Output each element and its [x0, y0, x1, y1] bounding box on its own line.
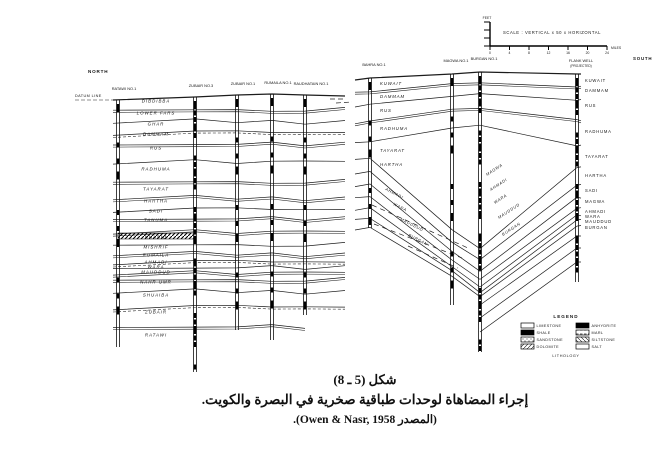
well-name-flank-well: FLANK WELL — [568, 58, 594, 63]
well-name-rumaila-no-1: RUMAILA NO.1 — [264, 80, 292, 85]
legend-item-sandstone — [521, 337, 563, 342]
crest-label-magwa: MAGWA — [484, 162, 504, 177]
legend-item-dolomite — [521, 344, 559, 349]
kuwait-top-surface — [355, 72, 581, 80]
kuwait-fan-boundary-2 — [355, 184, 581, 271]
figure-number: شكل (5 ـ 8) — [333, 372, 397, 387]
crest-label-ahmadi: AHMADI — [488, 176, 509, 192]
legend-label-sandstone: SANDSTONE — [536, 338, 563, 342]
basra-section — [75, 69, 352, 372]
figure-caption — [140, 372, 590, 426]
well-flank-well — [576, 74, 579, 282]
kuwait-formation-label-rus: RUS — [380, 108, 392, 113]
dip-label-mauddud: MAUDDUD — [399, 216, 425, 233]
scale-tick-16: 16 — [566, 51, 570, 55]
kuwait-fan-boundary-6 — [355, 226, 581, 297]
scale-title: SCALE : VERTICAL x 50 x HORIZONTAL — [502, 30, 602, 35]
well-name-magwa-no-1: MAGWA NO.1 — [443, 58, 469, 63]
well-burgan-no-1 — [479, 72, 482, 352]
legend-title: LEGEND — [553, 314, 579, 319]
crest-label-wara: WARA — [492, 192, 508, 205]
legend-label-marl: MARL — [591, 331, 604, 335]
well-zubair-no-3 — [194, 97, 197, 372]
south-label: SOUTH — [633, 56, 653, 61]
well-magwa-no-1 — [451, 74, 454, 305]
legend-swatch-salt — [576, 344, 589, 349]
legend-label-salt: SALT — [591, 345, 603, 349]
well-name-ratawi-no-1: RATAWI NO.1 — [111, 86, 137, 91]
legend-item-salt — [576, 344, 602, 349]
flank-label-dammam: DAMMAM — [585, 88, 609, 93]
kuwait-fan-boundary-1 — [355, 171, 581, 259]
legend-swatch-limestone — [521, 323, 534, 328]
boundary-zubair — [113, 325, 305, 329]
formation-label-mauddud: MAUDDUD — [141, 269, 171, 275]
formation-label-zubair: ZUBAIR — [144, 309, 168, 315]
flank-label-burgan: BURGAN — [585, 225, 608, 230]
dip-label-ahmadi: AHMADI — [384, 186, 405, 200]
well-subtitle-flank-well: (PROJECTED) — [570, 64, 592, 68]
scale-tick-8: 8 — [528, 51, 530, 55]
legend-swatch-marl — [576, 330, 589, 335]
kuwait-formation-label-radhuma: RADHUMA — [380, 126, 409, 131]
legend-label-shale: SHALE — [536, 331, 551, 335]
kuwait-formation-label-hartha: HARTHA — [380, 162, 403, 167]
crest-label-mauddud: MAUDDUD — [496, 201, 521, 220]
legend-item-shale — [521, 330, 551, 335]
datum-label: DATUM LINE — [75, 94, 102, 98]
dip-label-burgan: BURGAN — [407, 232, 429, 247]
well-name-zubair-no-3: ZUBAIR NO.3 — [188, 83, 214, 88]
scale-tick-20: 20 — [585, 51, 590, 55]
legend-swatch-dolomite — [521, 344, 534, 349]
flank-label-kuwait: KUWAIT — [585, 78, 606, 83]
flank-label-hartha: HARTHA — [585, 173, 607, 178]
scale-tick-12: 12 — [546, 51, 551, 55]
formation-label-wara: WARA — [147, 264, 165, 270]
scale-vertical-unit: FEET — [482, 16, 492, 20]
kuwait-deep-boundary-0 — [480, 236, 581, 305]
formation-label-rus: RUS — [149, 145, 163, 151]
crest-label-burgan: BURGAN — [500, 221, 522, 237]
north-label: NORTH — [88, 69, 109, 74]
kuwait-fan-boundary-3 — [355, 197, 581, 280]
legend-item-limestone — [521, 323, 561, 328]
scale-tick-24: 24 — [605, 51, 609, 55]
flank-label-ahmadi: AHMADI — [585, 209, 607, 214]
formation-label-shuaiba: SHUAIBA — [142, 292, 170, 298]
flank-label-rus: RUS — [585, 103, 597, 108]
kuwait-deep-boundary-2 — [480, 262, 581, 332]
formation-label-ghar: GHAR — [147, 121, 165, 127]
legend-swatch-anhydrite — [576, 323, 589, 328]
kuwait-formation-label-dammam: DAMMAM — [380, 94, 405, 99]
well-bahra-no-1 — [369, 78, 372, 228]
well-name-raudhatain-no-1: RAUDHATAIN NO.1 — [293, 81, 329, 86]
formation-label-ahmadi: AHMADI — [144, 259, 168, 265]
kuwait-deep-boundary-1 — [480, 248, 581, 318]
legend — [521, 314, 617, 358]
scale-bar — [483, 16, 622, 55]
scale-tick-4: 4 — [508, 51, 511, 55]
formation-label-ratawi: RATAWI — [144, 332, 168, 338]
formation-label-dibdibba: DIBDIBBA — [141, 98, 171, 104]
legend-swatch-shale — [521, 330, 534, 335]
figure-title: إجراء المضاهاة لوحدات طباقية صخرية في البصرة والكويت. — [201, 392, 529, 407]
legend-label-anhydrite: ANHYDRITE — [591, 324, 617, 328]
formation-label-tayarat: TAYARAT — [142, 186, 170, 192]
legend-swatch-sandstone — [521, 337, 534, 342]
formation-label-nahr-umr: NAHR UMR — [140, 279, 172, 285]
kuwait-formation-label-tayarat: TAYARAT — [380, 148, 405, 153]
boundary-hartha — [113, 208, 345, 213]
scale-tick-0: 0 — [489, 51, 491, 55]
kuwait-fan-boundary-0 — [355, 158, 581, 248]
legend-label-siltstone: SILTSTONE — [591, 338, 616, 342]
flank-label-magwa: MAGWA — [585, 199, 606, 204]
boundary-radhuma — [113, 179, 345, 183]
kuwait-fan-boundary-5 — [355, 218, 581, 292]
legend-item-anhydrite — [576, 323, 617, 328]
formation-label-sadi: SADI — [148, 208, 164, 214]
figure-source: (المصدر Owen & Nasr, 1958). — [293, 414, 437, 426]
formation-label-radhuma: RADHUMA — [141, 166, 171, 172]
flank-label-sadi: SADI — [585, 188, 598, 193]
kuwait-section — [355, 56, 652, 352]
formation-label-tanuma: TANUMA — [143, 217, 169, 223]
kuwait-formation-label-kuwait: KUWAIT — [380, 81, 403, 86]
legend-label-dolomite: DOLOMITE — [536, 345, 559, 349]
hatched-band-khasib — [118, 233, 195, 239]
formation-label-dammam: DAMMAM — [142, 131, 170, 137]
kuwait-fan-boundary-4 — [355, 208, 581, 287]
legend-swatch-siltstone — [576, 337, 589, 342]
well-name-bahra-no-1: BAHRA NO.1 — [362, 62, 386, 67]
well-zubair-no-1 — [236, 95, 239, 330]
flank-label-radhuma: RADHUMA — [585, 129, 612, 134]
scale-horizontal-unit: MILES — [611, 46, 622, 50]
well-name-burgan-no-1: BURGAN NO.1 — [470, 56, 498, 61]
dip-label-wara: WARA — [392, 201, 408, 213]
formation-label-mishrif: MISHRIF — [143, 244, 169, 250]
boundary-rus — [113, 160, 345, 164]
legend-footer: LITHOLOGY — [552, 354, 580, 358]
legend-item-siltstone — [576, 337, 615, 342]
formation-label-hartha: HARTHA — [144, 198, 168, 204]
formation-label-lower-fars: LOWER FARS — [136, 110, 176, 116]
legend-item-marl — [576, 330, 603, 335]
boundary-dammam — [113, 142, 345, 146]
legend-label-limestone: LIMESTONE — [536, 324, 562, 328]
flank-label-tayarat: TAYARAT — [585, 154, 609, 159]
well-name-zubair-no-1: ZUBAIR NO.1 — [230, 81, 256, 86]
flank-label-mauddud: MAUDDUD — [585, 219, 613, 224]
well-raudhatain-no-1 — [304, 95, 307, 315]
formation-label-rumaila: RUMAILA — [142, 252, 170, 258]
flank-label-wara: WARA — [585, 214, 601, 219]
